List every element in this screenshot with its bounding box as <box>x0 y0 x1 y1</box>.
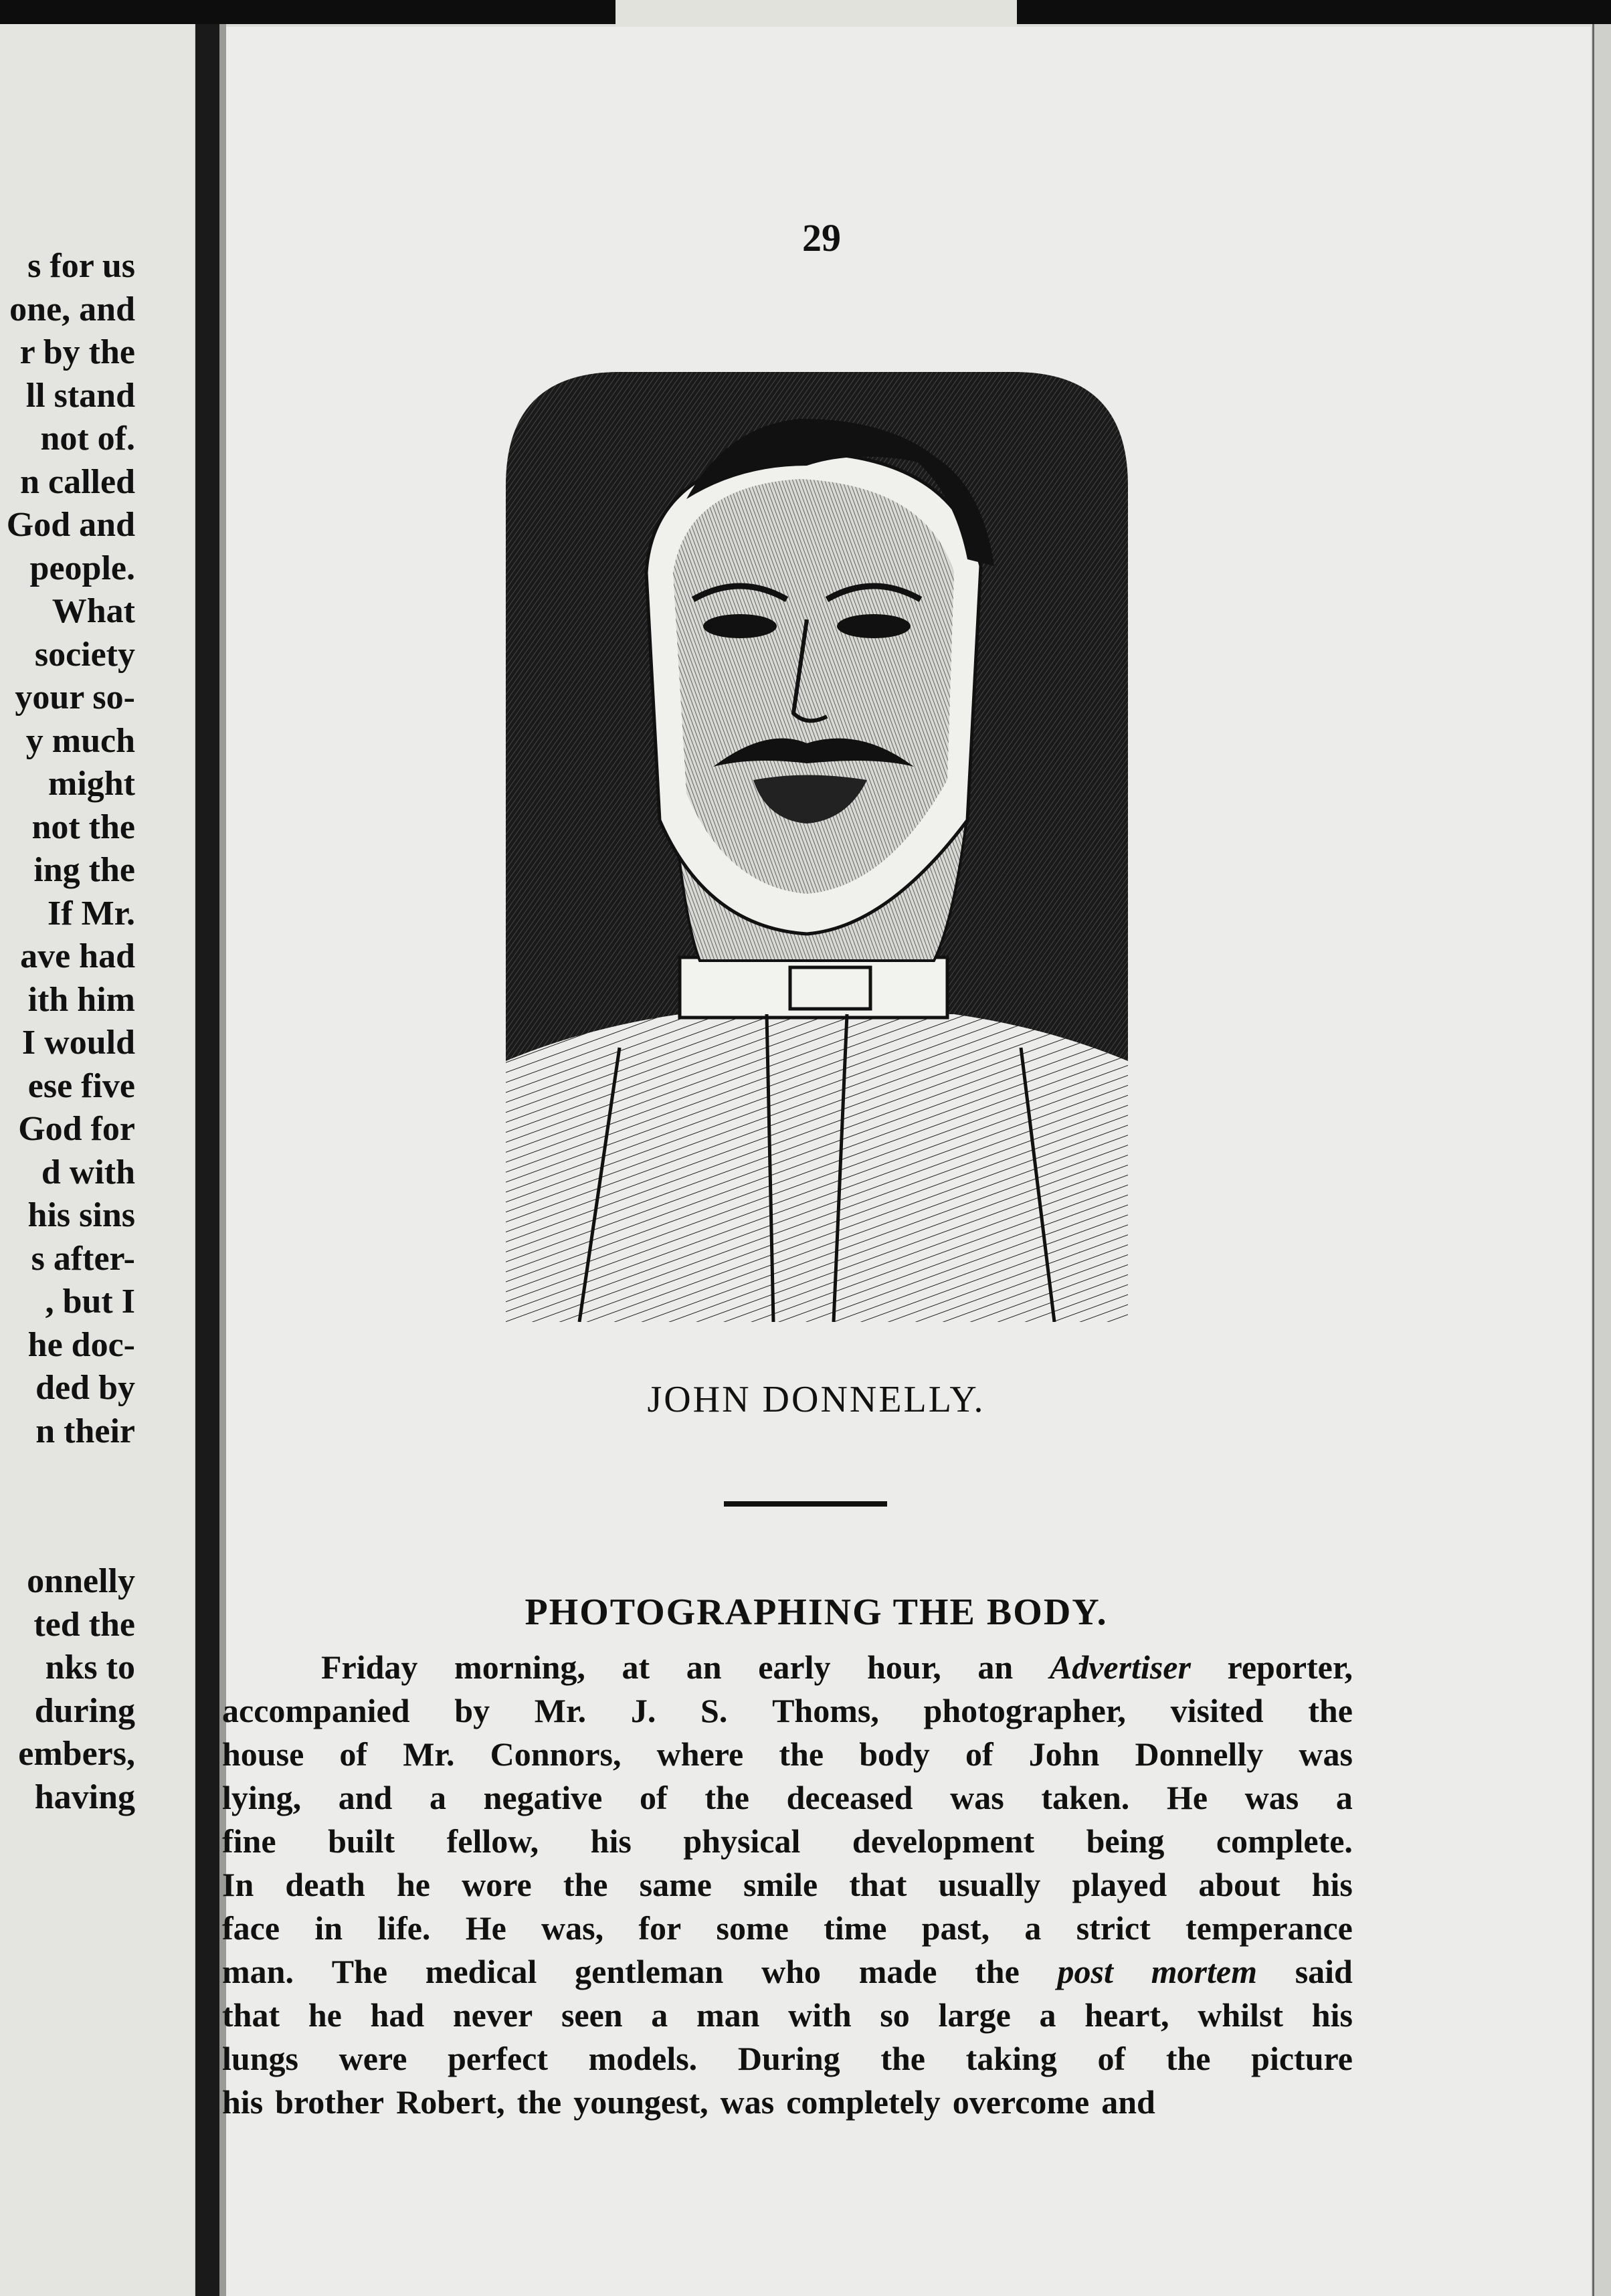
article-line <box>222 1776 1353 1820</box>
word: same <box>639 1866 712 1903</box>
article-body <box>222 1646 1353 2124</box>
word: Mr. <box>534 1692 587 1729</box>
word: visited <box>1170 1692 1264 1729</box>
facing-page-line: d with <box>41 1153 135 1191</box>
word: He <box>465 1909 506 1947</box>
word: that <box>222 1996 280 2034</box>
word: was, <box>541 1909 604 1947</box>
word: death <box>285 1866 365 1903</box>
word: hour, <box>867 1648 941 1686</box>
word: was <box>720 2083 775 2121</box>
facing-page-line: n their <box>35 1412 135 1450</box>
word: brother <box>275 2083 385 2121</box>
facing-page-line: he doc- <box>27 1325 135 1364</box>
word: and <box>338 1779 393 1816</box>
word: for <box>638 1909 682 1947</box>
word: youngest, <box>573 2083 708 2121</box>
word: said <box>1295 1953 1353 1990</box>
word: man. <box>222 1953 294 1990</box>
facing-page-gap <box>0 1453 135 1560</box>
facing-page-line: nks to <box>45 1648 135 1687</box>
word: smile <box>743 1866 818 1903</box>
word: perfect <box>448 2040 548 2077</box>
book-spine <box>195 24 219 2296</box>
word: some <box>716 1909 789 1947</box>
word: large <box>938 1996 1011 2034</box>
word: he <box>308 1996 342 2034</box>
word: temperance <box>1186 1909 1353 1947</box>
word: Thoms, <box>772 1692 879 1729</box>
facing-page-line: God and <box>6 506 135 544</box>
facing-page-line: one, and <box>9 290 135 328</box>
word: fine <box>222 1822 276 1860</box>
word: deceased <box>786 1779 913 1816</box>
facing-page-line: ll stand <box>25 376 135 415</box>
word: the <box>779 1735 824 1773</box>
word: made <box>858 1953 937 1990</box>
italic-word: Advertiser <box>1049 1648 1191 1686</box>
word: models. <box>588 2040 698 2077</box>
word: time <box>824 1909 887 1947</box>
word: so <box>880 1996 910 2034</box>
word: Connors, <box>490 1735 622 1773</box>
facing-page-line: your so- <box>15 678 135 716</box>
facing-page-line: If Mr. <box>48 894 135 933</box>
article-line <box>222 2081 1353 2124</box>
facing-page-line: ded by <box>35 1369 135 1407</box>
word: lying, <box>222 1779 302 1816</box>
facing-page-line: , but I <box>45 1282 135 1321</box>
word: gentleman <box>575 1953 724 1990</box>
word: Donnelly <box>1135 1735 1264 1773</box>
word: with <box>788 1996 852 2034</box>
word: who <box>761 1953 822 1990</box>
word: strict <box>1076 1909 1151 1947</box>
article-line <box>222 1863 1353 1907</box>
word: heart, <box>1084 1996 1169 2034</box>
word: fellow, <box>446 1822 539 1860</box>
portrait-engraving <box>486 352 1148 1322</box>
word: Mr. <box>403 1735 455 1773</box>
page-number: 29 <box>802 216 841 260</box>
word: a <box>1039 1996 1056 2034</box>
facing-page-line: his sins <box>27 1196 135 1234</box>
word: a <box>1024 1909 1042 1947</box>
word: During <box>737 2040 840 2077</box>
facing-page-line: embers, <box>18 1735 135 1773</box>
word: a <box>430 1779 446 1816</box>
facing-page-text <box>0 245 135 1819</box>
facing-page-line: r by the <box>19 333 135 371</box>
portrait-caption: JOHN DONNELLY. <box>647 1379 985 1420</box>
word: of <box>640 1779 668 1816</box>
italic-word: mortem <box>1151 1953 1257 1990</box>
facing-page-line: ave had <box>20 937 135 975</box>
word: He <box>1166 1779 1208 1816</box>
section-heading: PHOTOGRAPHING THE BODY. <box>525 1592 1108 1633</box>
word: complete. <box>1216 1822 1353 1860</box>
word: was <box>1299 1735 1353 1773</box>
facing-page-line: not of. <box>40 419 135 458</box>
word: of <box>1097 2040 1126 2077</box>
word: completely <box>786 2083 941 2121</box>
word: built <box>328 1822 395 1860</box>
article-line <box>222 1907 1353 1950</box>
facing-page-line: ese five <box>27 1066 135 1105</box>
word: accompanied <box>222 1692 410 1729</box>
word: taken. <box>1041 1779 1130 1816</box>
page-right-edge <box>1592 24 1611 2296</box>
word: Robert, <box>396 2083 505 2121</box>
word: S. <box>700 1692 728 1729</box>
facing-page-line: What <box>52 592 135 630</box>
word: picture <box>1251 2040 1353 2077</box>
word: an <box>686 1648 722 1686</box>
word: J. <box>630 1692 656 1729</box>
word: face <box>222 1909 280 1947</box>
word: being <box>1086 1822 1165 1860</box>
word: the <box>975 1953 1020 1990</box>
word: lungs <box>222 2040 298 2077</box>
word: of <box>339 1735 368 1773</box>
word: man <box>696 1996 760 2034</box>
word: seen <box>561 1996 623 2034</box>
word: the <box>516 2083 562 2121</box>
facing-page-line: God for <box>18 1110 135 1148</box>
word: at <box>622 1648 650 1686</box>
article-line <box>222 1689 1353 1733</box>
facing-page-line: n called <box>20 462 135 501</box>
word: wore <box>462 1866 532 1903</box>
word: an <box>977 1648 1014 1686</box>
word: house <box>222 1735 304 1773</box>
word: the <box>1308 1692 1353 1729</box>
word: body <box>859 1735 930 1773</box>
article-line <box>222 2037 1353 2081</box>
word: life. <box>377 1909 431 1947</box>
article-line <box>222 1820 1353 1863</box>
word: the <box>704 1779 749 1816</box>
facing-page-line: y much <box>25 721 135 760</box>
word: he <box>396 1866 430 1903</box>
word: by <box>454 1692 490 1729</box>
face <box>673 479 954 894</box>
facing-page-line: ith him <box>27 980 135 1019</box>
facing-page-line: society <box>34 635 135 674</box>
word: taking <box>965 2040 1057 2077</box>
word: development <box>852 1822 1035 1860</box>
word: was <box>1244 1779 1299 1816</box>
word: that <box>849 1866 907 1903</box>
section-rule <box>724 1501 887 1507</box>
word: never <box>452 1996 533 2034</box>
article-line <box>222 1733 1353 1776</box>
word: negative <box>483 1779 603 1816</box>
facing-page <box>0 24 194 2296</box>
word: whilst <box>1198 1996 1284 2034</box>
word: morning, <box>454 1648 585 1686</box>
word: had <box>370 1996 425 2034</box>
italic-word: post <box>1057 1953 1113 1990</box>
word: the <box>1165 2040 1211 2077</box>
word: medical <box>425 1953 537 1990</box>
facing-page-line: s for us <box>27 247 135 285</box>
facing-page-line: s after- <box>31 1239 135 1278</box>
facing-page-line: people. <box>29 549 135 587</box>
word: of <box>965 1735 993 1773</box>
facing-page-line: ing the <box>33 851 135 889</box>
word: photographer, <box>923 1692 1126 1729</box>
word: was <box>950 1779 1004 1816</box>
word: in <box>314 1909 343 1947</box>
word: Friday <box>321 1648 418 1686</box>
facing-page-line: not the <box>31 807 135 846</box>
word: his <box>1311 1866 1353 1903</box>
word: his <box>222 2083 264 2121</box>
word: The <box>331 1953 388 1990</box>
word: past, <box>921 1909 990 1947</box>
word: his <box>1311 1996 1353 2034</box>
article-line <box>222 1646 1353 1689</box>
word: about <box>1198 1866 1281 1903</box>
word: overcome <box>952 2083 1090 2121</box>
facing-page-line: during <box>34 1691 135 1730</box>
word: where <box>656 1735 744 1773</box>
word: a <box>651 1996 668 2034</box>
word: reporter, <box>1227 1648 1353 1686</box>
article-line <box>222 1994 1353 2037</box>
facing-page-line: onnelly <box>27 1562 135 1600</box>
word: his <box>590 1822 632 1860</box>
word: John <box>1028 1735 1100 1773</box>
facing-page-line: I would <box>21 1024 135 1062</box>
word: physical <box>683 1822 801 1860</box>
word: the <box>563 1866 608 1903</box>
facing-page-line: might <box>48 765 135 803</box>
word: were <box>339 2040 407 2077</box>
page-tab <box>615 0 1017 27</box>
word: a <box>1335 1779 1353 1816</box>
word: early <box>758 1648 831 1686</box>
word: and <box>1101 2083 1155 2121</box>
article-line <box>222 1950 1353 1994</box>
word: In <box>222 1866 254 1903</box>
word: usually <box>938 1866 1041 1903</box>
word: the <box>880 2040 925 2077</box>
word: played <box>1072 1866 1167 1903</box>
facing-page-line: having <box>34 1778 135 1816</box>
facing-page-line: ted the <box>33 1605 135 1644</box>
